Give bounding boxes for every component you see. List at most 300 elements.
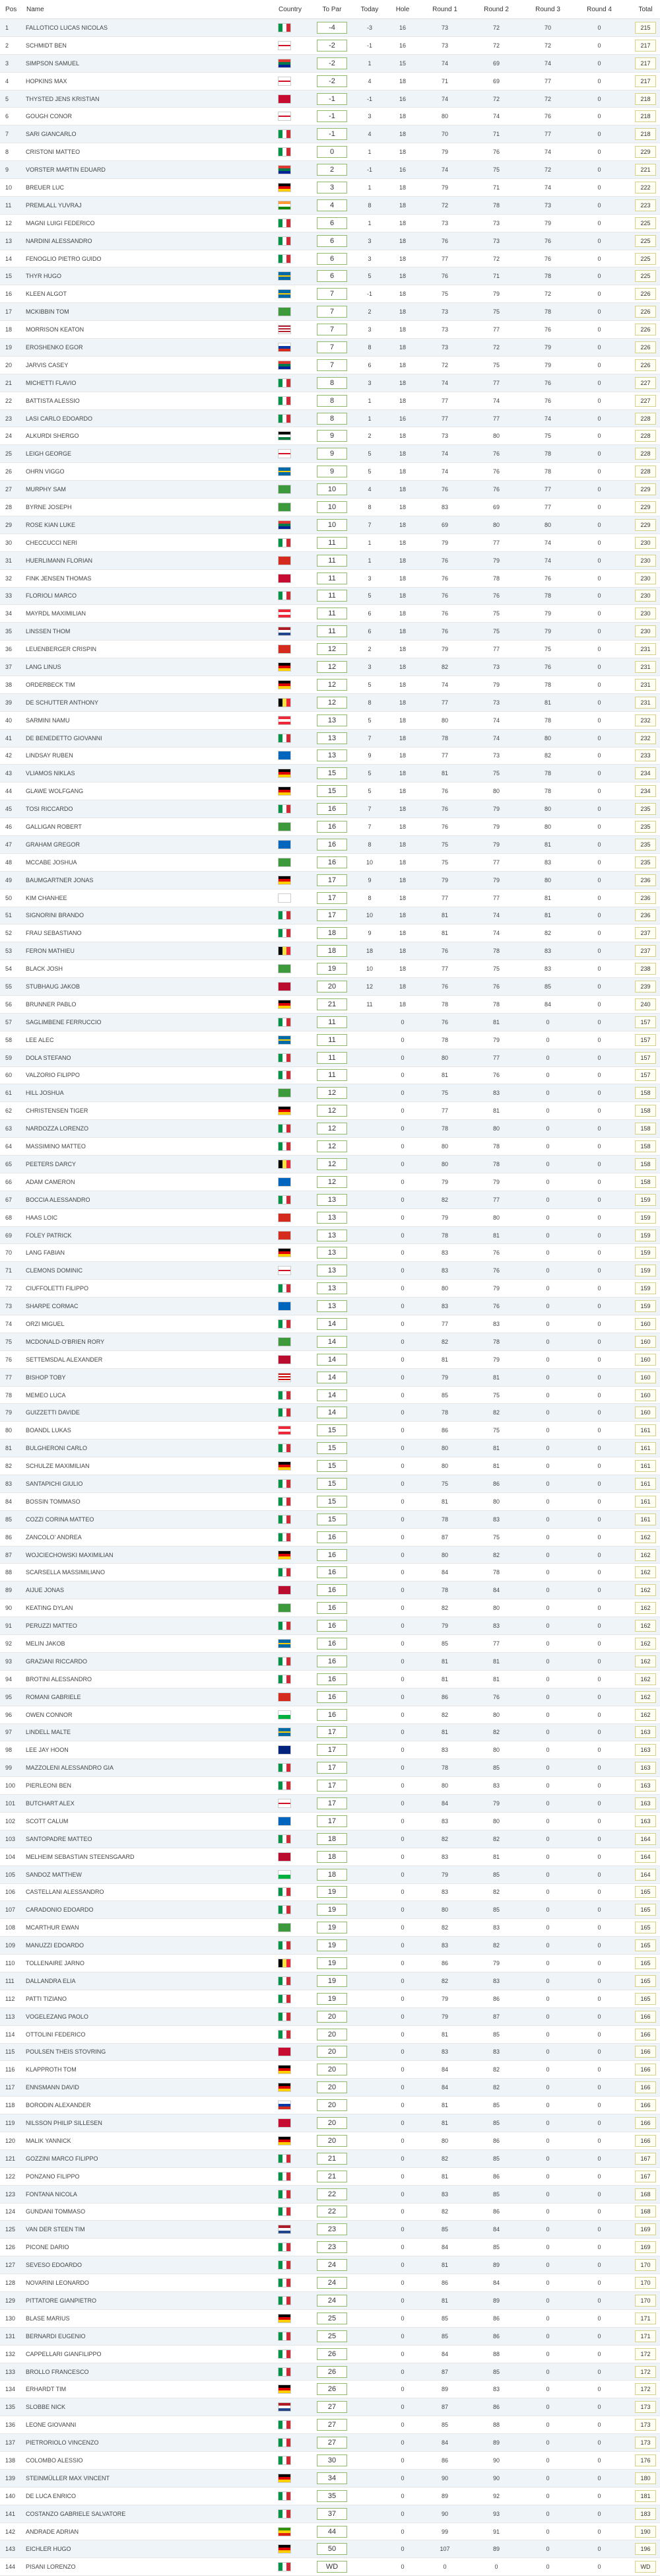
- player-name[interactable]: VLIAMOS NIKLAS: [26, 765, 278, 783]
- player-name[interactable]: CIUFFOLETTI FILIPPO: [26, 1280, 278, 1298]
- table-row[interactable]: [0, 481, 660, 499]
- table-row[interactable]: [0, 427, 660, 445]
- table-row[interactable]: [0, 605, 660, 623]
- table-row[interactable]: [0, 871, 660, 889]
- table-row[interactable]: [0, 960, 660, 978]
- col-round-4[interactable]: Round 4: [574, 0, 625, 19]
- table-row[interactable]: [0, 1404, 660, 1422]
- table-row[interactable]: [0, 1990, 660, 2007]
- table-row[interactable]: [0, 1901, 660, 1919]
- player-name[interactable]: BOSSIN TOMMASO: [26, 1492, 278, 1510]
- player-name[interactable]: MALIK YANNICK: [26, 2132, 278, 2149]
- table-row[interactable]: [0, 2540, 660, 2558]
- player-name[interactable]: BYRNE JOSEPH: [26, 499, 278, 516]
- col-name[interactable]: Name: [26, 0, 278, 19]
- player-name[interactable]: SIMPSON SAMUEL: [26, 54, 278, 72]
- player-name[interactable]: LEUENBERGER CRISPIN: [26, 641, 278, 658]
- player-name[interactable]: MANUZZI EDOARDO: [26, 1937, 278, 1955]
- table-row[interactable]: [0, 1865, 660, 1883]
- table-row[interactable]: [0, 36, 660, 54]
- player-name[interactable]: CAPPELLARI GIANFILIPPO: [26, 2345, 278, 2363]
- player-name[interactable]: HILL JOSHUA: [26, 1084, 278, 1102]
- player-name[interactable]: FRAU SEBASTIANO: [26, 924, 278, 942]
- player-name[interactable]: VAN DER STEEN TIM: [26, 2221, 278, 2239]
- player-name[interactable]: OTTOLINI FEDERICO: [26, 2025, 278, 2043]
- player-name[interactable]: PERUZZI MATTEO: [26, 1617, 278, 1635]
- player-name[interactable]: CARADONIO EDOARDO: [26, 1901, 278, 1919]
- table-row[interactable]: [0, 125, 660, 143]
- table-row[interactable]: [0, 853, 660, 871]
- table-row[interactable]: [0, 516, 660, 534]
- table-row[interactable]: [0, 267, 660, 285]
- player-name[interactable]: HAAS LOIC: [26, 1208, 278, 1226]
- table-row[interactable]: [0, 623, 660, 641]
- table-row[interactable]: [0, 409, 660, 427]
- player-name[interactable]: DALLANDRA ELIA: [26, 1972, 278, 1990]
- table-row[interactable]: [0, 551, 660, 569]
- player-name[interactable]: SCOTT CALUM: [26, 1812, 278, 1830]
- table-row[interactable]: [0, 2239, 660, 2256]
- player-name[interactable]: MCDONALD-O'BRIEN RORY: [26, 1333, 278, 1350]
- player-name[interactable]: MORRISON KEATON: [26, 321, 278, 339]
- table-row[interactable]: [0, 214, 660, 232]
- player-name[interactable]: GUIZZETTI DAVIDE: [26, 1404, 278, 1422]
- table-row[interactable]: [0, 1955, 660, 1972]
- table-row[interactable]: [0, 1386, 660, 1404]
- table-row[interactable]: [0, 693, 660, 711]
- table-row[interactable]: [0, 1138, 660, 1156]
- table-row[interactable]: [0, 1102, 660, 1120]
- table-row[interactable]: [0, 1706, 660, 1723]
- player-name[interactable]: CRISTONI MATTEO: [26, 143, 278, 161]
- table-row[interactable]: [0, 1333, 660, 1350]
- table-row[interactable]: [0, 1244, 660, 1262]
- player-name[interactable]: EICHLER HUGO: [26, 2540, 278, 2558]
- player-name[interactable]: BISHOP TOBY: [26, 1368, 278, 1386]
- player-name[interactable]: ADAM CAMERON: [26, 1173, 278, 1191]
- table-row[interactable]: [0, 339, 660, 357]
- player-name[interactable]: LINDSAY RUBEN: [26, 747, 278, 765]
- player-name[interactable]: HOPKINS MAX: [26, 72, 278, 90]
- table-row[interactable]: [0, 1350, 660, 1368]
- player-name[interactable]: PIETRORIOLO VINCENZO: [26, 2434, 278, 2452]
- table-row[interactable]: [0, 800, 660, 818]
- table-row[interactable]: [0, 285, 660, 303]
- player-name[interactable]: FLORIOLI MARCO: [26, 587, 278, 605]
- table-row[interactable]: [0, 818, 660, 836]
- table-row[interactable]: [0, 1084, 660, 1102]
- table-row[interactable]: [0, 1208, 660, 1226]
- table-row[interactable]: [0, 1635, 660, 1653]
- table-row[interactable]: [0, 534, 660, 551]
- table-row[interactable]: [0, 90, 660, 108]
- table-row[interactable]: [0, 2434, 660, 2452]
- col-country[interactable]: Country: [278, 0, 311, 19]
- player-name[interactable]: THYSTED JENS KRISTIAN: [26, 90, 278, 108]
- table-row[interactable]: [0, 2274, 660, 2292]
- table-row[interactable]: [0, 463, 660, 481]
- player-name[interactable]: HUERLIMANN FLORIAN: [26, 551, 278, 569]
- table-row[interactable]: [0, 889, 660, 907]
- player-name[interactable]: BOANDL LUKAS: [26, 1422, 278, 1440]
- player-name[interactable]: BRUNNER PABLO: [26, 995, 278, 1013]
- table-row[interactable]: [0, 1883, 660, 1901]
- table-row[interactable]: [0, 2363, 660, 2381]
- table-row[interactable]: [0, 2345, 660, 2363]
- table-row[interactable]: [0, 356, 660, 374]
- player-name[interactable]: MCCABE JOSHUA: [26, 853, 278, 871]
- table-row[interactable]: [0, 676, 660, 693]
- player-name[interactable]: WOJCIECHOWSKI MAXIMILIAN: [26, 1546, 278, 1564]
- table-row[interactable]: [0, 1120, 660, 1138]
- table-row[interactable]: [0, 54, 660, 72]
- player-name[interactable]: DE SCHUTTER ANTHONY: [26, 693, 278, 711]
- table-row[interactable]: [0, 1937, 660, 1955]
- player-name[interactable]: ZANCOLO' ANDREA: [26, 1528, 278, 1546]
- col-round-2[interactable]: Round 2: [471, 0, 522, 19]
- player-name[interactable]: FENOGLIO PIETRO GUIDO: [26, 250, 278, 267]
- table-row[interactable]: [0, 2558, 660, 2576]
- table-row[interactable]: [0, 2381, 660, 2398]
- player-name[interactable]: EROSHENKO EGOR: [26, 339, 278, 357]
- table-row[interactable]: [0, 2523, 660, 2540]
- player-name[interactable]: SHARPE CORMAC: [26, 1298, 278, 1315]
- table-row[interactable]: [0, 907, 660, 924]
- player-name[interactable]: BUTCHART ALEX: [26, 1795, 278, 1813]
- table-row[interactable]: [0, 1759, 660, 1777]
- player-name[interactable]: ORDERBECK TIM: [26, 676, 278, 693]
- table-row[interactable]: [0, 19, 660, 37]
- table-row[interactable]: [0, 2167, 660, 2185]
- col-round-1[interactable]: Round 1: [419, 0, 471, 19]
- player-name[interactable]: PREMLALL YUVRAJ: [26, 196, 278, 214]
- player-name[interactable]: COSTANZO GABRIELE SALVATORE: [26, 2505, 278, 2523]
- player-name[interactable]: BAUMGARTNER JONAS: [26, 871, 278, 889]
- table-row[interactable]: [0, 2043, 660, 2061]
- table-row[interactable]: [0, 1173, 660, 1191]
- table-row[interactable]: [0, 1599, 660, 1617]
- table-row[interactable]: [0, 2505, 660, 2523]
- player-name[interactable]: MCKIBBIN TOM: [26, 303, 278, 321]
- player-name[interactable]: BROTINI ALESSANDRO: [26, 1670, 278, 1688]
- player-name[interactable]: SANDOZ MATTHEW: [26, 1865, 278, 1883]
- table-row[interactable]: [0, 1510, 660, 1528]
- table-row[interactable]: [0, 1972, 660, 1990]
- table-row[interactable]: [0, 747, 660, 765]
- table-row[interactable]: [0, 1031, 660, 1049]
- table-row[interactable]: [0, 1191, 660, 1208]
- player-name[interactable]: GALLIGAN ROBERT: [26, 818, 278, 836]
- player-name[interactable]: PONZANO FILIPPO: [26, 2167, 278, 2185]
- table-row[interactable]: [0, 1582, 660, 1599]
- table-row[interactable]: [0, 1777, 660, 1795]
- table-row[interactable]: [0, 1795, 660, 1813]
- player-name[interactable]: SARMINI NAMU: [26, 711, 278, 729]
- player-name[interactable]: SAGLIMBENE FERRUCCIO: [26, 1013, 278, 1031]
- player-name[interactable]: FONTANA NICOLA: [26, 2185, 278, 2203]
- player-name[interactable]: MEMEO LUCA: [26, 1386, 278, 1404]
- table-row[interactable]: [0, 1812, 660, 1830]
- col-today[interactable]: Today: [353, 0, 386, 19]
- table-row[interactable]: [0, 2256, 660, 2274]
- player-name[interactable]: NARDINI ALESSANDRO: [26, 232, 278, 250]
- table-row[interactable]: [0, 1013, 660, 1031]
- player-name[interactable]: BULGHERONI CARLO: [26, 1440, 278, 1457]
- table-row[interactable]: [0, 978, 660, 996]
- player-name[interactable]: LANG FABIAN: [26, 1244, 278, 1262]
- table-row[interactable]: [0, 2309, 660, 2327]
- player-name[interactable]: SEVESO EDOARDO: [26, 2256, 278, 2274]
- player-name[interactable]: SIGNORINI BRANDO: [26, 907, 278, 924]
- table-row[interactable]: [0, 995, 660, 1013]
- table-row[interactable]: [0, 1457, 660, 1475]
- player-name[interactable]: SCARSELLA MASSIMILIANO: [26, 1564, 278, 1582]
- player-name[interactable]: LINDELL MALTE: [26, 1723, 278, 1741]
- table-row[interactable]: [0, 250, 660, 267]
- player-name[interactable]: BOCCIA ALESSANDRO: [26, 1191, 278, 1208]
- player-name[interactable]: BATTISTA ALESSIO: [26, 392, 278, 409]
- player-name[interactable]: JARVIS CASEY: [26, 356, 278, 374]
- player-name[interactable]: ALKURDI SHERGO: [26, 427, 278, 445]
- table-row[interactable]: [0, 2452, 660, 2470]
- table-row[interactable]: [0, 161, 660, 179]
- player-name[interactable]: COZZI CORINA MATTEO: [26, 1510, 278, 1528]
- player-name[interactable]: LASI CARLO EDOARDO: [26, 409, 278, 427]
- player-name[interactable]: DOLA STEFANO: [26, 1049, 278, 1066]
- table-row[interactable]: [0, 2221, 660, 2239]
- table-row[interactable]: [0, 1919, 660, 1937]
- table-row[interactable]: [0, 569, 660, 587]
- player-name[interactable]: ROSE KIAN LUKE: [26, 516, 278, 534]
- player-name[interactable]: BORODIN ALEXANDER: [26, 2097, 278, 2114]
- player-name[interactable]: MELHEIM SEBASTIAN STEENSGAARD: [26, 1848, 278, 1865]
- table-row[interactable]: [0, 143, 660, 161]
- table-row[interactable]: [0, 196, 660, 214]
- player-name[interactable]: LINSSEN THOM: [26, 623, 278, 641]
- table-row[interactable]: [0, 942, 660, 960]
- player-name[interactable]: BROLLO FRANCESCO: [26, 2363, 278, 2381]
- table-row[interactable]: [0, 72, 660, 90]
- table-row[interactable]: [0, 1830, 660, 1848]
- player-name[interactable]: GOZZINI MARCO FILIPPO: [26, 2149, 278, 2167]
- table-row[interactable]: [0, 1741, 660, 1759]
- player-name[interactable]: GRAHAM GREGOR: [26, 835, 278, 853]
- col-pos[interactable]: Pos: [0, 0, 26, 19]
- table-row[interactable]: [0, 1156, 660, 1173]
- table-row[interactable]: [0, 2079, 660, 2097]
- player-name[interactable]: MURPHY SAM: [26, 481, 278, 499]
- player-name[interactable]: LANG LINUS: [26, 658, 278, 676]
- player-name[interactable]: FERON MATHIEU: [26, 942, 278, 960]
- player-name[interactable]: COLOMBO ALESSIO: [26, 2452, 278, 2470]
- table-row[interactable]: [0, 1670, 660, 1688]
- player-name[interactable]: GUNDANI TOMMASO: [26, 2203, 278, 2221]
- table-row[interactable]: [0, 783, 660, 800]
- table-row[interactable]: [0, 729, 660, 747]
- player-name[interactable]: KLEEN ALGOT: [26, 285, 278, 303]
- table-row[interactable]: [0, 1066, 660, 1084]
- player-name[interactable]: BLACK JOSH: [26, 960, 278, 978]
- player-name[interactable]: KEATING DYLAN: [26, 1599, 278, 1617]
- player-name[interactable]: PATTI TIZIANO: [26, 1990, 278, 2007]
- col-round-3[interactable]: Round 3: [522, 0, 574, 19]
- table-row[interactable]: [0, 321, 660, 339]
- player-name[interactable]: SETTEMSDAL ALEXANDER: [26, 1350, 278, 1368]
- table-row[interactable]: [0, 392, 660, 409]
- player-name[interactable]: ORZI MIGUEL: [26, 1315, 278, 1333]
- player-name[interactable]: SLOBBE NICK: [26, 2398, 278, 2416]
- player-name[interactable]: ENNSMANN DAVID: [26, 2079, 278, 2097]
- table-row[interactable]: [0, 2097, 660, 2114]
- player-name[interactable]: FINK JENSEN THOMAS: [26, 569, 278, 587]
- player-name[interactable]: GLAWE WOLFGANG: [26, 783, 278, 800]
- player-name[interactable]: TOLLENAIRE JARNO: [26, 1955, 278, 1972]
- table-row[interactable]: [0, 1617, 660, 1635]
- table-row[interactable]: [0, 2114, 660, 2132]
- player-name[interactable]: MAGNI LUIGI FEDERICO: [26, 214, 278, 232]
- player-name[interactable]: MAZZOLENI ALESSANDRO GIA: [26, 1759, 278, 1777]
- table-row[interactable]: [0, 924, 660, 942]
- col-to-par[interactable]: To Par: [311, 0, 353, 19]
- table-row[interactable]: [0, 374, 660, 392]
- player-name[interactable]: VORSTER MARTIN EDUARD: [26, 161, 278, 179]
- player-name[interactable]: GOUGH CONOR: [26, 108, 278, 125]
- table-row[interactable]: [0, 499, 660, 516]
- player-name[interactable]: VOGELEZANG PAOLO: [26, 2007, 278, 2025]
- table-row[interactable]: [0, 1226, 660, 1244]
- table-row[interactable]: [0, 1475, 660, 1493]
- table-row[interactable]: [0, 2061, 660, 2079]
- player-name[interactable]: DE BENEDETTO GIOVANNI: [26, 729, 278, 747]
- player-name[interactable]: NARDOZZA LORENZO: [26, 1120, 278, 1138]
- col-total[interactable]: Total: [625, 0, 660, 19]
- table-row[interactable]: [0, 1049, 660, 1066]
- player-name[interactable]: MASSIMINO MATTEO: [26, 1138, 278, 1156]
- player-name[interactable]: PICONE DARIO: [26, 2239, 278, 2256]
- player-name[interactable]: STUBHAUG JAKOB: [26, 978, 278, 996]
- player-name[interactable]: MELIN JAKOB: [26, 1635, 278, 1653]
- table-row[interactable]: [0, 641, 660, 658]
- player-name[interactable]: OWEN CONNOR: [26, 1706, 278, 1723]
- player-name[interactable]: PISANI LORENZO: [26, 2558, 278, 2576]
- table-row[interactable]: [0, 2398, 660, 2416]
- table-row[interactable]: [0, 2327, 660, 2345]
- player-name[interactable]: THYR HUGO: [26, 267, 278, 285]
- player-name[interactable]: LEE ALEC: [26, 1031, 278, 1049]
- player-name[interactable]: SANTAPICHI GIULIO: [26, 1475, 278, 1493]
- player-name[interactable]: TOSI RICCARDO: [26, 800, 278, 818]
- player-name[interactable]: LEIGH GEORGE: [26, 445, 278, 463]
- col-hole[interactable]: Hole: [386, 0, 419, 19]
- player-name[interactable]: FALLOTICO LUCAS NICOLAS: [26, 19, 278, 37]
- table-row[interactable]: [0, 587, 660, 605]
- table-row[interactable]: [0, 1368, 660, 1386]
- player-name[interactable]: NOVARINI LEONARDO: [26, 2274, 278, 2292]
- table-row[interactable]: [0, 303, 660, 321]
- table-row[interactable]: [0, 2487, 660, 2505]
- player-name[interactable]: SCHMIDT BEN: [26, 36, 278, 54]
- player-name[interactable]: DE LUCA ENRICO: [26, 2487, 278, 2505]
- player-name[interactable]: NILSSON PHILIP SILLESEN: [26, 2114, 278, 2132]
- player-name[interactable]: KLAPPROTH TOM: [26, 2061, 278, 2079]
- table-row[interactable]: [0, 108, 660, 125]
- player-name[interactable]: CASTELLANI ALESSANDRO: [26, 1883, 278, 1901]
- player-name[interactable]: ROMANI GABRIELE: [26, 1688, 278, 1706]
- table-row[interactable]: [0, 2292, 660, 2310]
- table-row[interactable]: [0, 1652, 660, 1670]
- table-row[interactable]: [0, 1546, 660, 1564]
- player-name[interactable]: PIERLEONI BEN: [26, 1777, 278, 1795]
- table-row[interactable]: [0, 2025, 660, 2043]
- table-row[interactable]: [0, 765, 660, 783]
- table-row[interactable]: [0, 179, 660, 197]
- today-cell: 5: [353, 783, 386, 800]
- player-name[interactable]: PEETERS DARCY: [26, 1156, 278, 1173]
- table-row[interactable]: [0, 2149, 660, 2167]
- table-row[interactable]: [0, 2469, 660, 2487]
- player-name[interactable]: MICHETTI FLAVIO: [26, 374, 278, 392]
- player-name[interactable]: VALZORIO FILIPPO: [26, 1066, 278, 1084]
- player-name[interactable]: BREUER LUC: [26, 179, 278, 197]
- player-name[interactable]: KIM CHANHEE: [26, 889, 278, 907]
- table-row[interactable]: [0, 1298, 660, 1315]
- table-row[interactable]: [0, 1848, 660, 1865]
- player-name[interactable]: BERNARDI EUGENIO: [26, 2327, 278, 2345]
- table-row[interactable]: [0, 1262, 660, 1280]
- player-name[interactable]: LEONE GIOVANNI: [26, 2416, 278, 2434]
- player-name[interactable]: MCARTHUR EWAN: [26, 1919, 278, 1937]
- player-name[interactable]: ANDRADE ADRIAN: [26, 2523, 278, 2540]
- player-name[interactable]: AIJUE JONAS: [26, 1582, 278, 1599]
- table-row[interactable]: [0, 1280, 660, 1298]
- player-name[interactable]: FOLEY PATRICK: [26, 1226, 278, 1244]
- table-row[interactable]: [0, 232, 660, 250]
- table-row[interactable]: [0, 711, 660, 729]
- player-name[interactable]: CHRISTENSEN TIGER: [26, 1102, 278, 1120]
- table-row[interactable]: [0, 835, 660, 853]
- table-row[interactable]: [0, 1440, 660, 1457]
- player-name[interactable]: BLASE MARIUS: [26, 2309, 278, 2327]
- table-row[interactable]: [0, 2007, 660, 2025]
- player-name[interactable]: SARI GIANCARLO: [26, 125, 278, 143]
- player-name[interactable]: LEE JAY HOON: [26, 1741, 278, 1759]
- table-row[interactable]: [0, 2416, 660, 2434]
- player-name[interactable]: SANTOPADRE MATTEO: [26, 1830, 278, 1848]
- table-row[interactable]: [0, 1422, 660, 1440]
- player-name[interactable]: CHECCUCCI NERI: [26, 534, 278, 551]
- table-row[interactable]: [0, 1528, 660, 1546]
- player-name[interactable]: GRAZIANI RICCARDO: [26, 1652, 278, 1670]
- table-row[interactable]: [0, 1688, 660, 1706]
- table-row[interactable]: [0, 1564, 660, 1582]
- player-name[interactable]: STEINMÜLLER MAX VINCENT: [26, 2469, 278, 2487]
- table-row[interactable]: [0, 2203, 660, 2221]
- player-name[interactable]: PITTATORE GIANPIETRO: [26, 2292, 278, 2310]
- table-row[interactable]: [0, 2132, 660, 2149]
- player-name[interactable]: SCHULZE MAXIMILIAN: [26, 1457, 278, 1475]
- player-name[interactable]: ERHARDT TIM: [26, 2381, 278, 2398]
- table-row[interactable]: [0, 445, 660, 463]
- table-row[interactable]: [0, 1315, 660, 1333]
- table-row[interactable]: [0, 1492, 660, 1510]
- player-name[interactable]: CLEMONS DOMINIC: [26, 1262, 278, 1280]
- player-name[interactable]: OHRN VIGGO: [26, 463, 278, 481]
- player-name[interactable]: POULSEN THEIS STOVRING: [26, 2043, 278, 2061]
- player-name[interactable]: MAYRDL MAXIMILIAN: [26, 605, 278, 623]
- table-row[interactable]: [0, 2185, 660, 2203]
- table-row[interactable]: [0, 1723, 660, 1741]
- table-row[interactable]: [0, 658, 660, 676]
